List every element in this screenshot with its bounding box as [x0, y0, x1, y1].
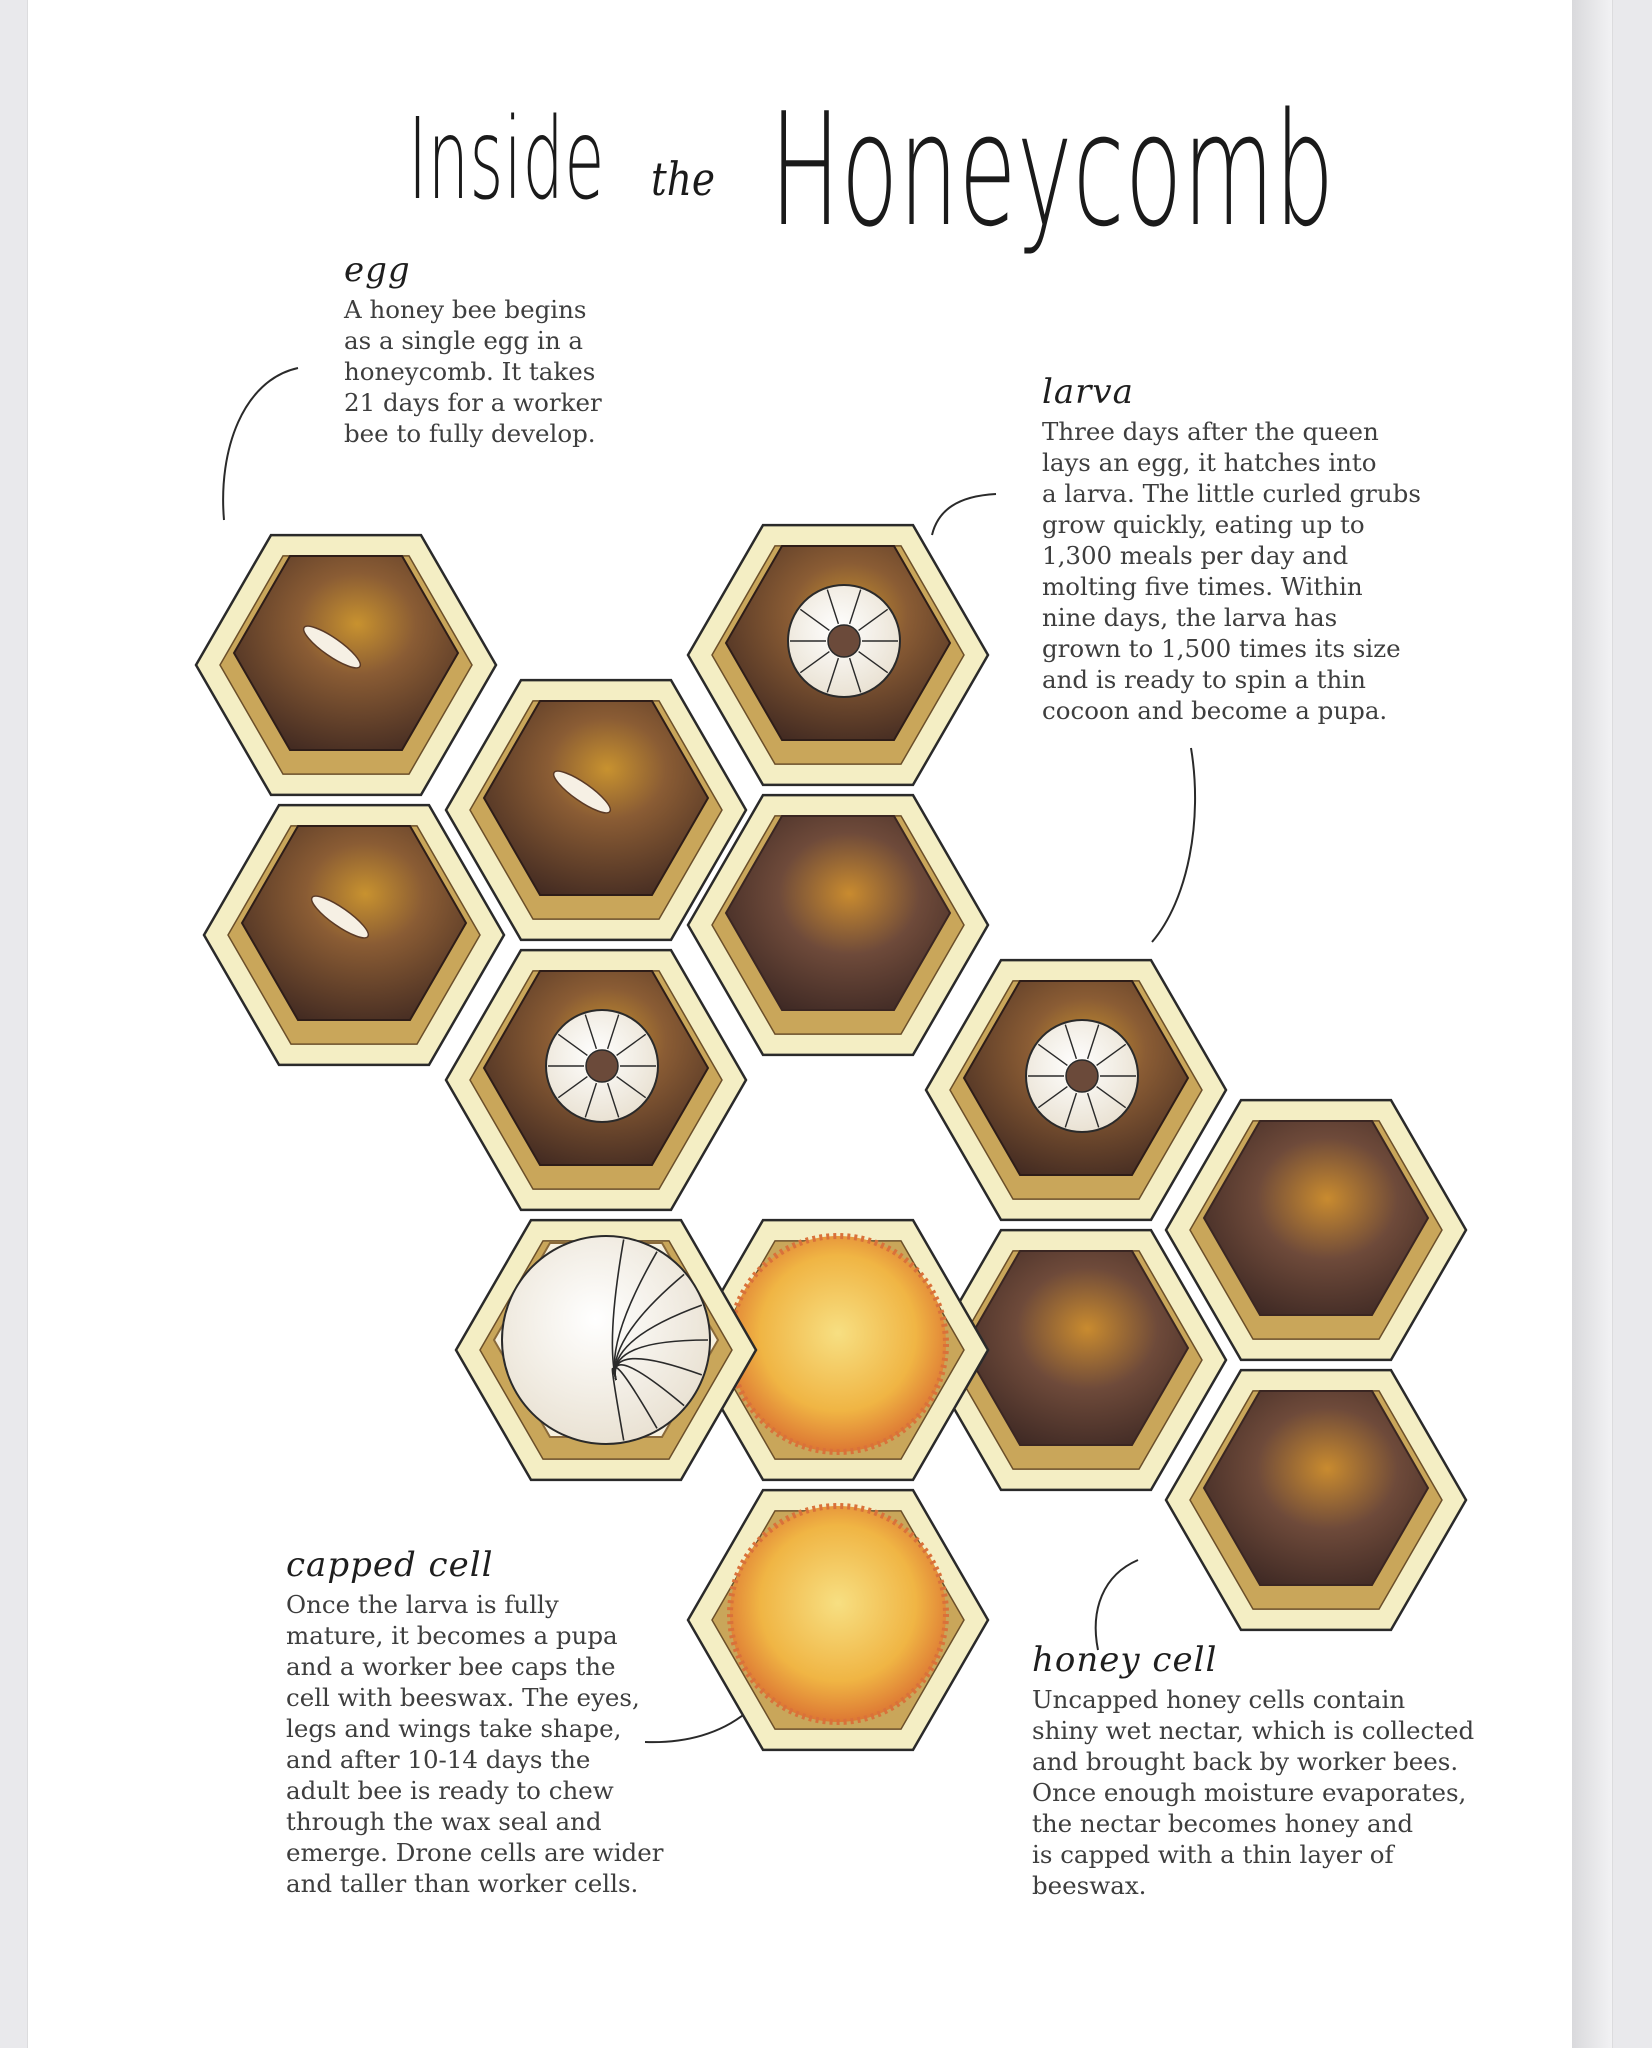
title-the: the — [651, 152, 716, 206]
larva-heading: larva — [1042, 372, 1134, 412]
honeycomb-illustration — [28, 0, 1612, 2048]
comb-cell-empty — [456, 1220, 756, 1480]
larva-curl-center — [586, 1050, 618, 1082]
comb-cell-larva — [926, 960, 1226, 1220]
comb-cell-larva — [688, 525, 988, 785]
honey-cell-description: Uncapped honey cells contain shiny wet nectar, which is collected and brought back by worker bees. Once enough moisture evaporates, the nectar becomes honey and is capped with a thin layer of beeswax. — [1032, 1685, 1475, 1900]
egg-heading: egg — [344, 250, 411, 290]
comb-cell-honey — [688, 1490, 988, 1750]
capped-cell-description: Once the larva is fully mature, it becomes a pupa and a worker bee caps the cell with beeswax. The eyes, legs and wings take shape, and after 10-14 days the adult bee is ready to chew through the wax seal and emerge. Drone cells are wider and taller than worker cells. — [286, 1590, 664, 1898]
larva-description: Three days after the queen lays an egg, it hatches into a larva. The little curled grubs grow quickly, eating up to 1,300 meals per day and molting five times. Within nine days, the larva has grown to 1,500 times its size and is ready to spin a thin cocoon and become a pupa. — [1042, 417, 1421, 725]
comb-cell-capped — [1166, 1100, 1466, 1360]
comb-cell-egg — [204, 805, 504, 1065]
title-honeycomb: Honeycomb — [770, 79, 1335, 261]
honey-fill — [730, 1506, 946, 1722]
comb-cell-larva — [446, 950, 746, 1210]
larva-curl-center — [828, 625, 860, 657]
honey-cell-heading: honey cell — [1032, 1640, 1218, 1680]
page — [28, 0, 1612, 2048]
comb-cell-capped — [1166, 1370, 1466, 1630]
larva-curl-center — [1066, 1060, 1098, 1092]
honey-fill — [730, 1236, 946, 1452]
comb-cell-egg — [196, 535, 496, 795]
capped-cell-heading: capped cell — [286, 1545, 494, 1585]
pupa-cocoon — [502, 1236, 710, 1444]
egg-description: A honey bee begins as a single egg in a honeycomb. It takes 21 days for a worker bee to fully develop. — [344, 295, 602, 448]
title-inside: Inside — [408, 95, 605, 225]
